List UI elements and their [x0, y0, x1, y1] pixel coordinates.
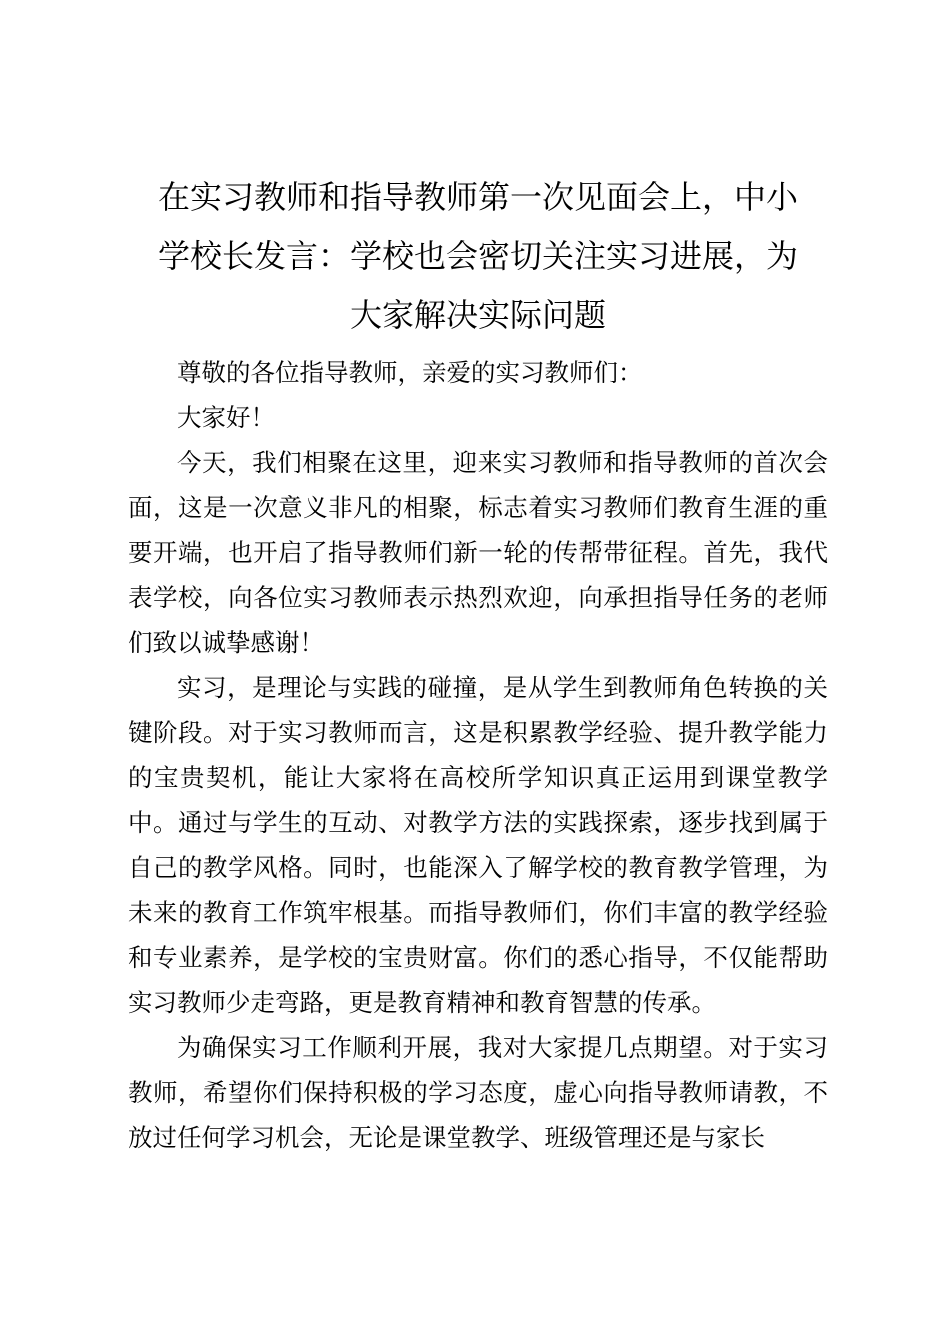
body-paragraph: 为确保实习工作顺利开展，我对大家提几点期望。对于实习教师，希望你们保持积极的学习态度，虚心向指导教师请教，不放过任何学习机会，无论是课堂教学、班级管理还是与家长	[128, 1033, 828, 1152]
document-page	[128, 168, 828, 1160]
title-line: 学校长发言：学校也会密切关注实习进展，为	[157, 237, 798, 275]
title-line: 在实习教师和指导教师第一次见面会上，中小	[157, 178, 798, 216]
document-title	[128, 168, 828, 345]
salutation-paragraph: 尊敬的各位指导教师，亲爱的实习教师们：	[177, 358, 643, 387]
body-paragraph: 今天，我们相聚在这里，迎来实习教师和指导教师的首次会面，这是一次意义非凡的相聚，标志着实习教师们教育生涯的重要开端，也开启了指导教师们新一轮的传帮带征程。首先，我代表学校，向各位实习教师表示热烈欢迎，向承担指导任务的老师们致以诚挚感谢！	[128, 448, 828, 657]
title-line: 大家解决实际问题	[349, 296, 606, 334]
greeting-paragraph: 大家好！	[177, 403, 275, 432]
document-body	[128, 350, 828, 1160]
body-paragraph: 实习，是理论与实践的碰撞，是从学生到教师角色转换的关键阶段。对于实习教师而言，这是积累教学经验、提升教学能力的宝贵契机，能让大家将在高校所学知识真正运用到课堂教学中。通过与学生的互动、对教学方法的实践探索，逐步找到属于自己的教学风格。同时，也能深入了解学校的教育教学管理，为未来的教育工作筑牢根基。而指导教师们，你们丰富的教学经验和专业素养，是学校的宝贵财富。你们的悉心指导，不仅能帮助实习教师少走弯路，更是教育精神和教育智慧的传承。	[128, 673, 828, 1017]
